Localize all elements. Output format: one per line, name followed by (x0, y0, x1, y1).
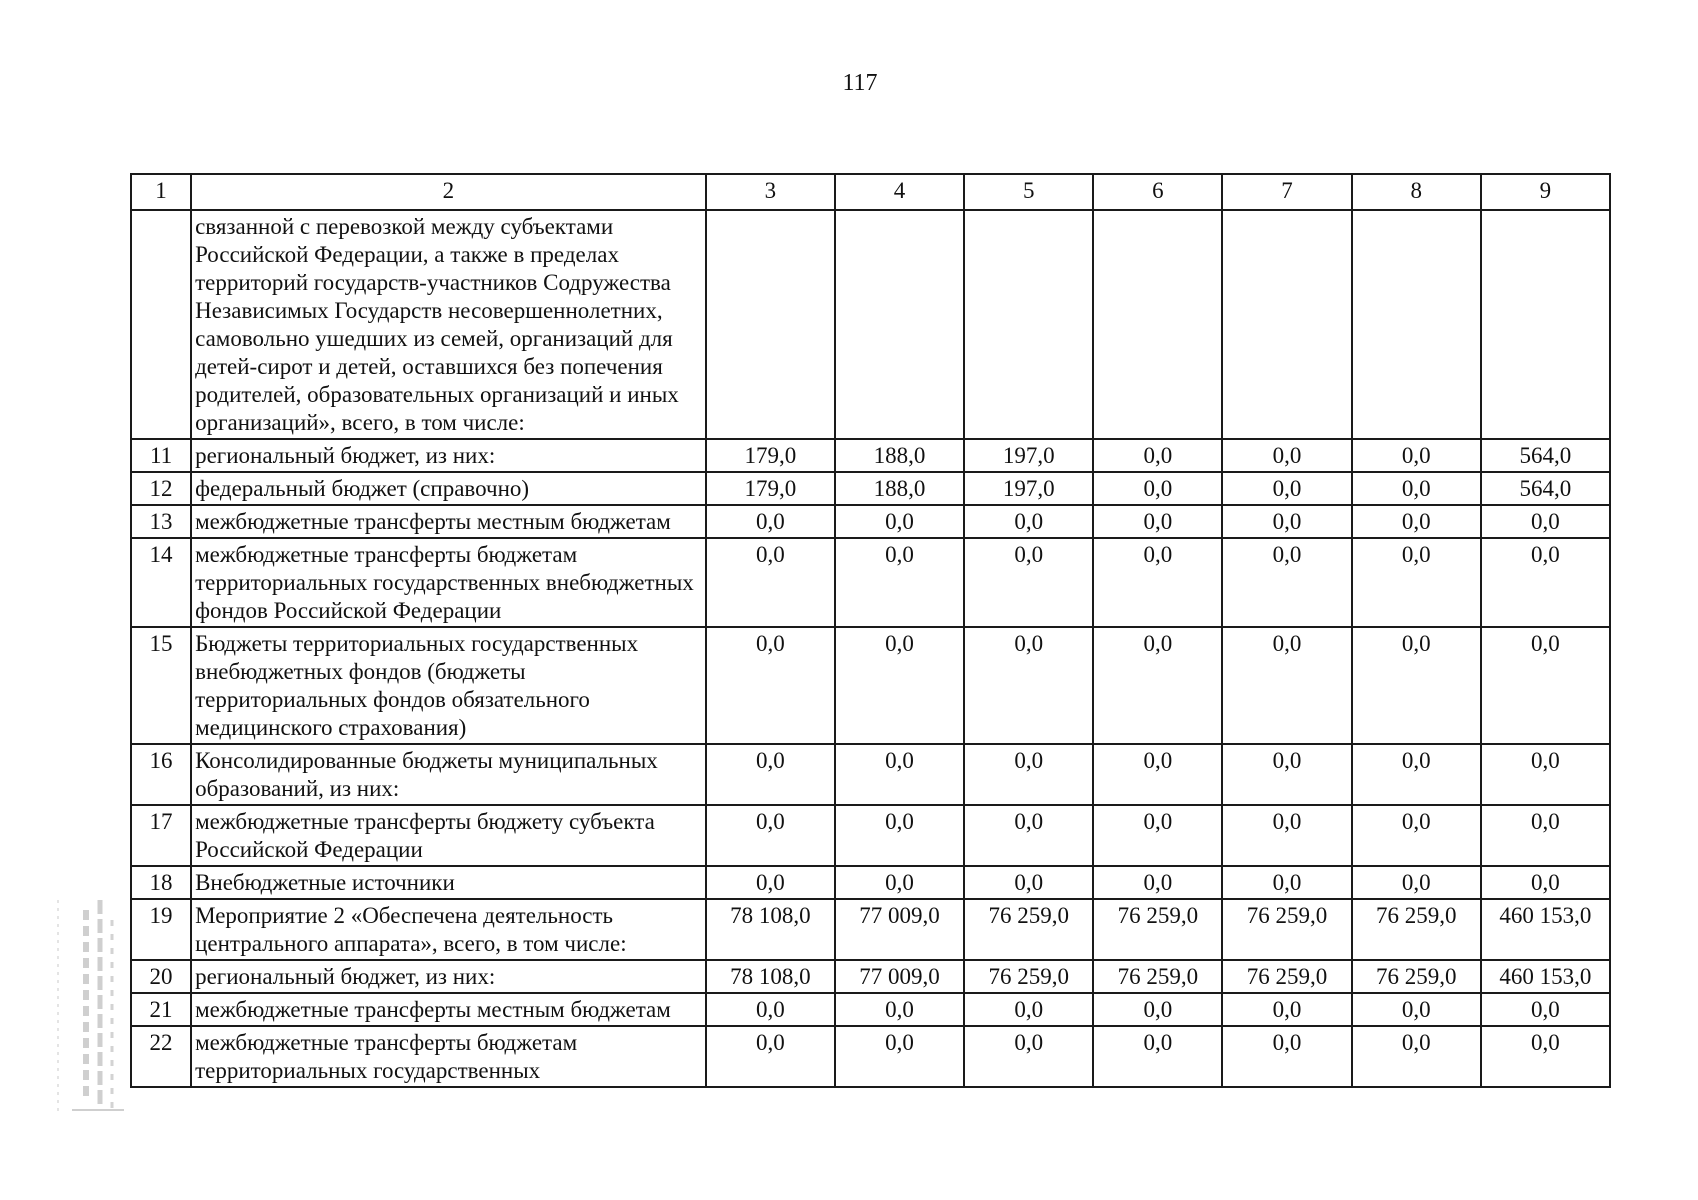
row-number-cell: 14 (131, 538, 191, 627)
table-row (131, 866, 1610, 899)
row-description-cell: Мероприятие 2 «Обеспечена деятельность центрального аппарата», всего, в том числе: (191, 899, 706, 960)
value-cell: 0,0 (1093, 439, 1222, 472)
value-cell: 0,0 (1222, 505, 1351, 538)
table-row (131, 210, 1610, 439)
value-cell: 78 108,0 (706, 960, 835, 993)
value-cell: 0,0 (1352, 805, 1481, 866)
header-cell: 2 (191, 174, 706, 210)
value-cell: 0,0 (1222, 866, 1351, 899)
value-cell: 0,0 (1352, 866, 1481, 899)
value-cell: 78 108,0 (706, 899, 835, 960)
header-cell: 4 (835, 174, 964, 210)
value-cell: 0,0 (1093, 805, 1222, 866)
value-cell: 0,0 (1222, 993, 1351, 1026)
table-row (131, 805, 1610, 866)
value-cell: 0,0 (1093, 993, 1222, 1026)
row-number-cell: 16 (131, 744, 191, 805)
value-cell: 0,0 (964, 505, 1093, 538)
value-cell: 0,0 (835, 505, 964, 538)
value-cell: 0,0 (835, 866, 964, 899)
value-cell (835, 210, 964, 439)
row-description-cell: федеральный бюджет (справочно) (191, 472, 706, 505)
table-row (131, 538, 1610, 627)
value-cell: 0,0 (1222, 439, 1351, 472)
value-cell: 0,0 (706, 505, 835, 538)
value-cell: 0,0 (1352, 439, 1481, 472)
value-cell: 0,0 (1481, 805, 1610, 866)
value-cell: 76 259,0 (1352, 899, 1481, 960)
table-row (131, 505, 1610, 538)
value-cell: 0,0 (964, 1026, 1093, 1087)
value-cell: 76 259,0 (964, 960, 1093, 993)
row-number-cell: 19 (131, 899, 191, 960)
value-cell: 76 259,0 (1222, 899, 1351, 960)
value-cell: 197,0 (964, 472, 1093, 505)
value-cell: 0,0 (1222, 538, 1351, 627)
value-cell: 0,0 (964, 538, 1093, 627)
value-cell: 76 259,0 (1093, 960, 1222, 993)
header-cell: 7 (1222, 174, 1351, 210)
row-description-cell: межбюджетные трансферты бюджетам территориальных государственных внебюджетных фондов Российской Федерации (191, 538, 706, 627)
header-cell: 8 (1352, 174, 1481, 210)
value-cell: 0,0 (1481, 744, 1610, 805)
side-stamp-mark (52, 900, 124, 1115)
value-cell: 0,0 (964, 866, 1093, 899)
row-description-cell: межбюджетные трансферты местным бюджетам (191, 993, 706, 1026)
value-cell: 0,0 (1481, 538, 1610, 627)
row-number-cell: 13 (131, 505, 191, 538)
header-cell: 1 (131, 174, 191, 210)
value-cell: 197,0 (964, 439, 1093, 472)
value-cell: 0,0 (964, 993, 1093, 1026)
value-cell: 0,0 (1093, 744, 1222, 805)
value-cell: 0,0 (706, 1026, 835, 1087)
table-row (131, 744, 1610, 805)
value-cell: 188,0 (835, 439, 964, 472)
value-cell: 0,0 (706, 538, 835, 627)
row-number-cell: 22 (131, 1026, 191, 1087)
row-number-cell: 11 (131, 439, 191, 472)
value-cell: 0,0 (706, 744, 835, 805)
table-row (131, 627, 1610, 744)
value-cell (1481, 210, 1610, 439)
budget-table (130, 173, 1611, 1088)
value-cell: 0,0 (1352, 538, 1481, 627)
value-cell: 0,0 (706, 627, 835, 744)
value-cell: 564,0 (1481, 439, 1610, 472)
value-cell: 0,0 (835, 627, 964, 744)
value-cell (1093, 210, 1222, 439)
value-cell (706, 210, 835, 439)
header-cell: 3 (706, 174, 835, 210)
page-number: 117 (842, 70, 878, 96)
value-cell: 0,0 (1352, 744, 1481, 805)
value-cell: 179,0 (706, 472, 835, 505)
value-cell: 0,0 (1352, 505, 1481, 538)
table-row (131, 472, 1610, 505)
value-cell: 0,0 (1481, 1026, 1610, 1087)
value-cell: 0,0 (1222, 744, 1351, 805)
row-number-cell: 17 (131, 805, 191, 866)
budget-table-body (131, 174, 1610, 1087)
value-cell: 0,0 (1222, 472, 1351, 505)
header-cell: 5 (964, 174, 1093, 210)
value-cell: 0,0 (1222, 1026, 1351, 1087)
header-cell: 6 (1093, 174, 1222, 210)
value-cell: 0,0 (706, 993, 835, 1026)
value-cell (1222, 210, 1351, 439)
value-cell: 0,0 (835, 1026, 964, 1087)
row-number-cell: 20 (131, 960, 191, 993)
row-description-cell: связанной с перевозкой между субъектами Российской Федерации, а также в пределах территорий государств-участников Содружества Независимых Государств несовершеннолетних, самовольно ушедших из семей, организаций для детей-сирот и детей, оставшихся без попечения родителей, образовательных организаций и иных организаций», всего, в том числе: (191, 210, 706, 439)
value-cell: 76 259,0 (1093, 899, 1222, 960)
value-cell: 0,0 (1093, 472, 1222, 505)
value-cell: 76 259,0 (964, 899, 1093, 960)
row-description-cell: межбюджетные трансферты бюджетам территориальных государственных (191, 1026, 706, 1087)
value-cell: 76 259,0 (1222, 960, 1351, 993)
value-cell: 0,0 (1481, 866, 1610, 899)
value-cell: 460 153,0 (1481, 899, 1610, 960)
value-cell: 564,0 (1481, 472, 1610, 505)
table-row (131, 439, 1610, 472)
row-description-cell: региональный бюджет, из них: (191, 439, 706, 472)
header-row (131, 174, 1610, 210)
row-description-cell: межбюджетные трансферты бюджету субъекта Российской Федерации (191, 805, 706, 866)
value-cell: 0,0 (706, 805, 835, 866)
value-cell: 0,0 (1352, 627, 1481, 744)
value-cell: 0,0 (1352, 993, 1481, 1026)
value-cell: 77 009,0 (835, 899, 964, 960)
value-cell: 0,0 (1093, 866, 1222, 899)
value-cell: 0,0 (835, 744, 964, 805)
value-cell: 0,0 (835, 805, 964, 866)
row-number-cell: 15 (131, 627, 191, 744)
header-cell: 9 (1481, 174, 1610, 210)
value-cell (1352, 210, 1481, 439)
row-description-cell: Внебюджетные источники (191, 866, 706, 899)
value-cell: 0,0 (835, 538, 964, 627)
value-cell: 0,0 (1093, 538, 1222, 627)
row-description-cell: региональный бюджет, из них: (191, 960, 706, 993)
value-cell: 76 259,0 (1352, 960, 1481, 993)
value-cell: 0,0 (964, 805, 1093, 866)
value-cell: 0,0 (835, 993, 964, 1026)
row-number-cell: 21 (131, 993, 191, 1026)
value-cell: 179,0 (706, 439, 835, 472)
row-number-cell (131, 210, 191, 439)
value-cell: 0,0 (1093, 1026, 1222, 1087)
table-row (131, 960, 1610, 993)
value-cell: 77 009,0 (835, 960, 964, 993)
table-row (131, 1026, 1610, 1087)
row-description-cell: межбюджетные трансферты местным бюджетам (191, 505, 706, 538)
table-row (131, 899, 1610, 960)
value-cell: 0,0 (1481, 993, 1610, 1026)
row-description-cell: Консолидированные бюджеты муниципальных образований, из них: (191, 744, 706, 805)
value-cell: 0,0 (706, 866, 835, 899)
value-cell: 0,0 (1352, 472, 1481, 505)
row-description-cell: Бюджеты территориальных государственных внебюджетных фондов (бюджеты территориальных фондов обязательного медицинского страхования) (191, 627, 706, 744)
table-row (131, 993, 1610, 1026)
value-cell: 188,0 (835, 472, 964, 505)
value-cell: 0,0 (1352, 1026, 1481, 1087)
value-cell: 460 153,0 (1481, 960, 1610, 993)
value-cell: 0,0 (1222, 805, 1351, 866)
value-cell: 0,0 (1222, 627, 1351, 744)
value-cell: 0,0 (964, 627, 1093, 744)
value-cell: 0,0 (1481, 505, 1610, 538)
value-cell: 0,0 (1093, 505, 1222, 538)
row-number-cell: 12 (131, 472, 191, 505)
row-number-cell: 18 (131, 866, 191, 899)
value-cell (964, 210, 1093, 439)
value-cell: 0,0 (964, 744, 1093, 805)
value-cell: 0,0 (1481, 627, 1610, 744)
value-cell: 0,0 (1093, 627, 1222, 744)
